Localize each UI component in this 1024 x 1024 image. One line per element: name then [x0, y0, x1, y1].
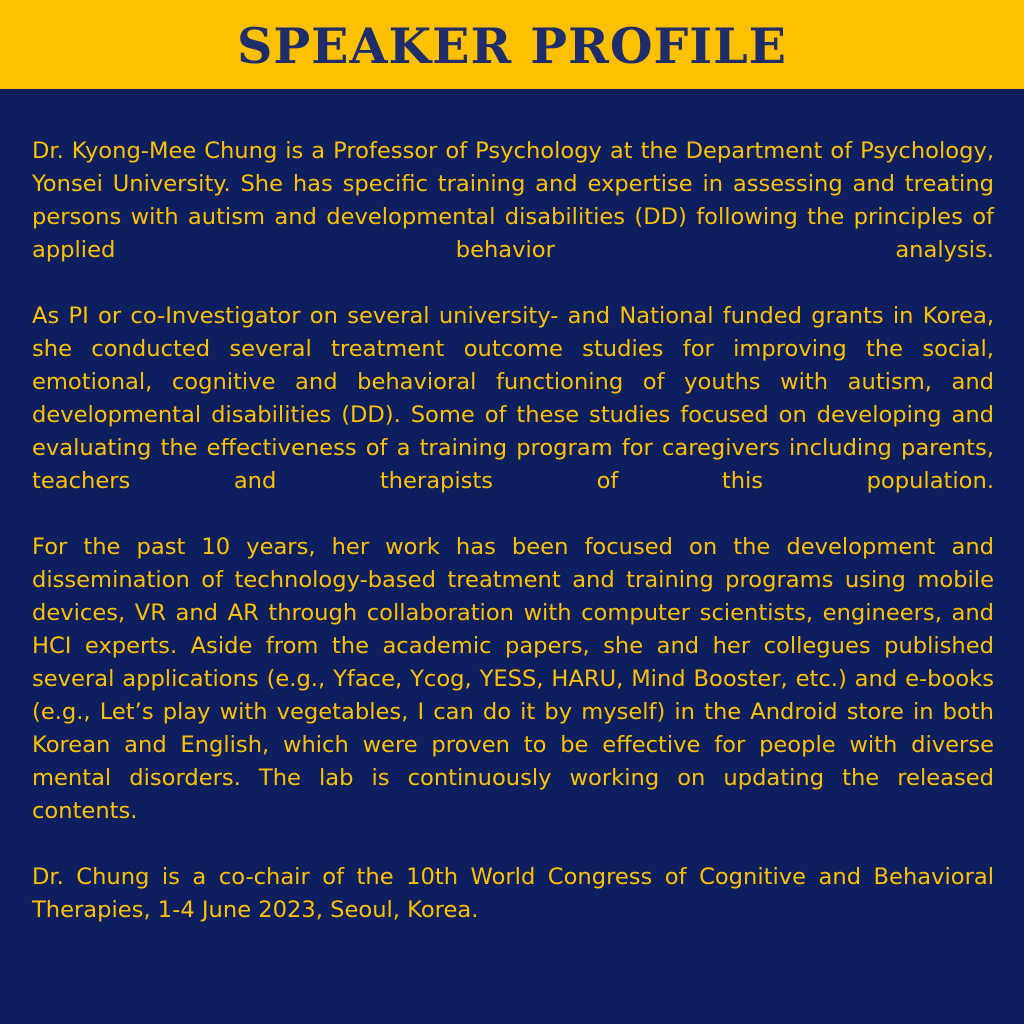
page-title: SPEAKER PROFILE	[236, 17, 788, 75]
profile-paragraph-4: Dr. Chung is a co-chair of the 10th World Congress of Cognitive and Behavioral Therapies, 1-4 June 2023, Seoul, Korea.	[32, 864, 994, 923]
profile-paragraph-2: As PI or co-Investigator on several university- and National funded grants in Korea, she conducted several treatment outcome studies for improving the social, emotional, cognitive and behavioral functioning of youths with autism, and developmental disabilities (DD). Some of these studies focused on developing and evaluating the effectiveness of a training program for caregivers including parents, teachers and therapists of this population.	[32, 303, 994, 494]
profile-paragraph-1: Dr. Kyong-Mee Chung is a Professor of Psychology at the Department of Psychology, Yonsei University. She has specific training and expertise in assessing and treating persons with autism and developmental disabilities (DD) following the principles of applied behavior analysis.	[32, 138, 994, 263]
header-banner	[0, 0, 1024, 89]
profile-paragraph-3: For the past 10 years, her work has been focused on the development and dissemination of technology-based treatment and training programs using mobile devices, VR and AR through collaboration with computer scientists, engineers, and HCI experts. Aside from the academic papers, she and her collegues published several applications (e.g., Yface, Ycog, YESS, HARU, Mind Booster, etc.) and e-books (e.g., Let’s play with vegetables, I can do it by myself) in the Android store in both Korean and English, which were proven to be effective for people with diverse mental disorders. The lab is continuously working on updating the released contents.	[32, 534, 994, 824]
profile-body	[32, 135, 994, 927]
